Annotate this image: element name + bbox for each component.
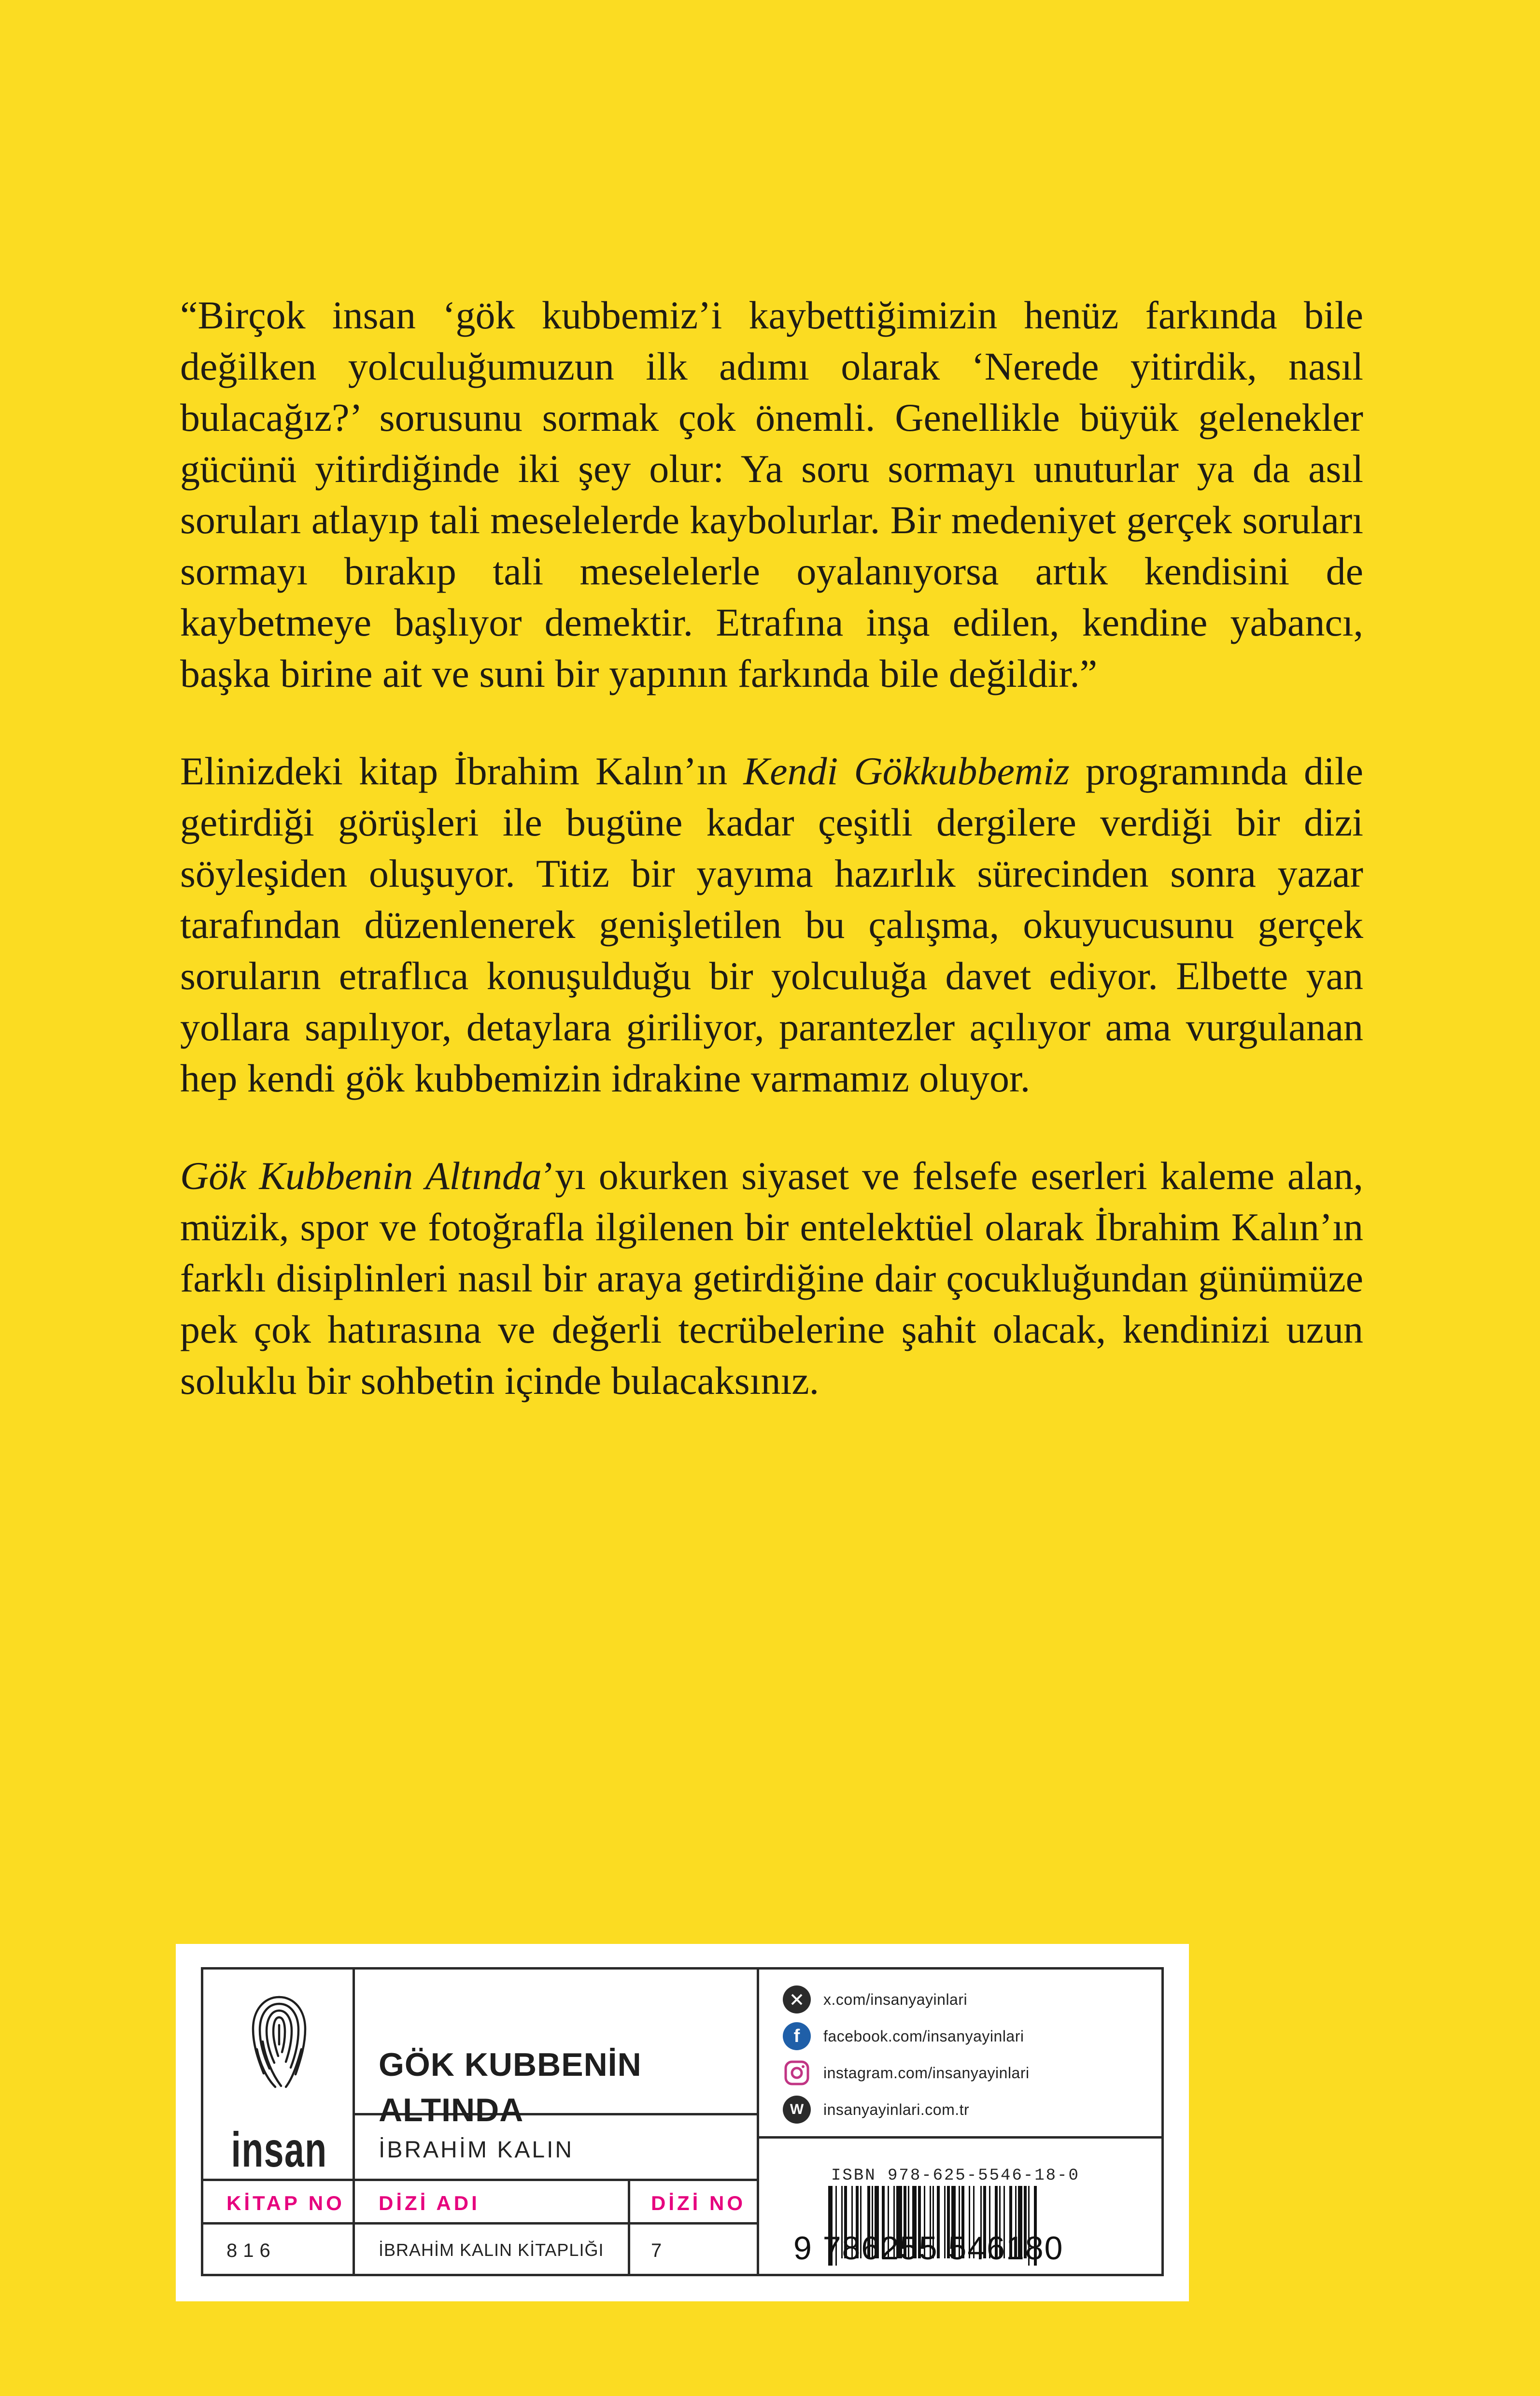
- x-icon: [783, 1985, 811, 2013]
- divider: [203, 2222, 757, 2225]
- book-title-italic: Gök Kubbenin Altında: [180, 1154, 542, 1198]
- social-x[interactable]: [783, 1985, 967, 2014]
- quote-paragraph: “Birçok insan ‘gök kubbemiz’i kaybettiğimizin henüz farkında bile değilken yolculuğumuzun ilk adımı olarak ‘Nerede yitirdik, nasıl bulacağız?’ sorusunu sormak çok önemli. Genellikle büyük gelenekler gücünü yitirdiğinde iki şey olur: Ya soru sormayı unuturlar ya da asıl soruları atlayıp tali meselelerde kaybolurlar. Bir medeniyet gerçek soruları sormayı bırakıp tali meselelerle oyalanıyorsa artık kendisini de kaybetmeye başlıyor demektir. Etrafına inşa edilen, kendine yabancı, başka birine ait ve suni bir yapının farkında bile değildir.”: [180, 293, 1363, 695]
- book-title-line2: ALTINDA: [379, 2092, 524, 2128]
- para2-start-text: Elinizdeki kitap İbrahim Kalın’ın: [180, 749, 744, 793]
- publisher-logo: [203, 1970, 355, 2179]
- author-name: İBRAHİM KALIN: [379, 2137, 574, 2163]
- series-name-label: DİZİ ADI: [379, 2192, 480, 2214]
- series-no-value: 7: [651, 2240, 664, 2261]
- divider: [203, 2179, 757, 2181]
- website-icon: W: [783, 2096, 811, 2124]
- social-website[interactable]: [783, 2095, 969, 2124]
- social-x-text: x.com/insanyayinlari: [823, 1990, 968, 2008]
- fingerprint-icon: [245, 1991, 313, 2093]
- social-website-text: insanyayinlari.com.tr: [823, 2100, 970, 2118]
- book-title: [379, 2042, 717, 2133]
- instagram-icon: [783, 2059, 811, 2087]
- description-paragraph-3: [180, 1150, 1363, 1406]
- social-instagram-text: instagram.com/insanyayinlari: [823, 2064, 1030, 2082]
- book-no-value: 816: [226, 2240, 276, 2261]
- description-paragraph-2: [180, 746, 1363, 1104]
- divider: [628, 2179, 630, 2274]
- social-instagram[interactable]: [783, 2058, 1030, 2087]
- divider: [759, 2136, 1161, 2139]
- program-title-italic: Kendi Gökkubbemiz: [743, 749, 1070, 793]
- para3-end-text: ’yı okurken siyaset ve felsefe eserleri kaleme alan, müzik, spor ve fotoğrafla ilgilenen bir entelektüel olarak İbrahim Kalın’ın farklı disiplinleri nasıl bir araya getirdiğine dair çocukluğundan günümüze pek çok hatırasına ve değerli tecrübelerine şahit olacak, kendinizi uzun soluklu bir sohbetin içinde bulacaksınız.: [180, 1154, 1363, 1403]
- divider: [757, 1970, 759, 2274]
- facebook-icon: f: [783, 2022, 811, 2050]
- book-info-card: [176, 1944, 1189, 2301]
- book-no-label: KİTAP NO: [226, 2192, 345, 2214]
- series-name-value: İBRAHİM KALIN KİTAPLIĞI: [379, 2240, 604, 2260]
- book-title-line1: GÖK KUBBENİN: [379, 2046, 642, 2083]
- info-grid: [201, 1967, 1164, 2276]
- isbn-number: ISBN 978-625-5546-18-0: [831, 2167, 1080, 2185]
- publisher-name: insan: [231, 2122, 327, 2177]
- para2-end-text: programında dile getirdiği görüşleri ile bugüne kadar çeşitli dergilere verdiği bir dizi söyleşiden oluşuyor. Titiz bir yayıma hazırlık sürecinden sonra yazar tarafından düzenlenerek genişletilen bu çalışma, okuyucusunu gerçek soruların etraflıca konuşulduğu bir yolculuğa davet ediyor. Elbette yan yollara sapılıyor, detaylara giriliyor, parantezler açılıyor ama vurgulanan hep kendi gök kubbemizin idrakine varmamız oluyor.: [180, 749, 1363, 1100]
- barcode-digits: 9 786255 546180: [793, 2230, 1064, 2267]
- series-no-label: DİZİ NO: [651, 2192, 746, 2214]
- social-facebook-text: facebook.com/insanyayinlari: [823, 2027, 1024, 2045]
- back-cover-description: [180, 290, 1363, 1453]
- social-facebook[interactable]: [783, 2022, 1024, 2051]
